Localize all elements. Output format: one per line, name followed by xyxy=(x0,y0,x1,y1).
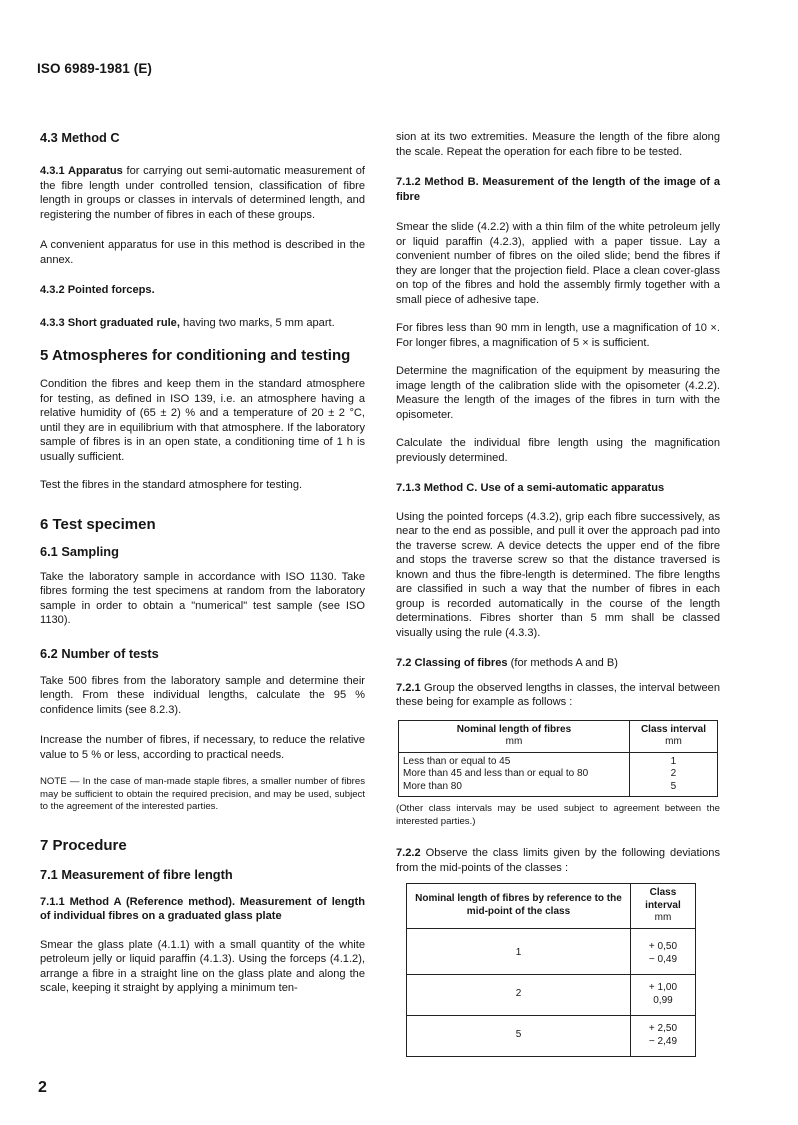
section-4-3-1-text: for carrying out semi-automatic measurement of the fibre length under controlled tension, classification of fibre length in groups or classes in intervals of determined length, and registering the number of fibres in each of these groups. xyxy=(40,165,365,221)
section-7-1-3-heading: 7.1.3 Method C. Use of a semi-automatic apparatus xyxy=(396,482,665,494)
table-row xyxy=(407,1015,696,1056)
table2-size-1: 2 xyxy=(407,974,631,1015)
table2-size-2: 5 xyxy=(407,1015,631,1056)
section-7-1-2-paragraph-2: For fibres less than 90 mm in length, use a magnification of 10 ×. For longer fibres, a magnification of 5 × is sufficient. xyxy=(396,322,720,349)
section-5-paragraph-1: Condition the fibres and keep them in the standard atmosphere for testing, as defined in ISO 139, i.e. an atmosphere having a relative humidity of (65 ± 2) % and a temperature of 20 ± 2 °C, until they are in equilibrium with that atmosphere. If the laboratory sample of fibres is in an open state, a conditioning time of 1 h is usually sufficient. xyxy=(40,378,365,463)
section-4-3-3-paragraph xyxy=(40,316,365,331)
table1-length-0: Less than or equal to 45 xyxy=(403,755,511,767)
section-7-2-2-head: 7.2.2 xyxy=(396,847,421,860)
table2-header-interval xyxy=(630,884,695,929)
table2-minus-2: − 2,49 xyxy=(648,1035,678,1047)
table1-header-length-unit: mm xyxy=(505,736,523,747)
class-limits-table xyxy=(406,883,696,1057)
table-row xyxy=(407,928,696,974)
annex-paragraph: A convenient apparatus for use in this method is described in the annex. xyxy=(40,239,365,266)
class-interval-table xyxy=(398,720,718,798)
section-7-heading: 7 Procedure xyxy=(40,836,127,854)
section-7-2-2-paragraph xyxy=(396,846,720,875)
section-7-2-suffix: (for methods A and B) xyxy=(507,657,618,669)
table1-interval-cell xyxy=(629,752,717,797)
left-column xyxy=(40,130,365,996)
section-7-2-head: 7.2 Classing of fibres xyxy=(396,657,508,669)
section-7-1-3-paragraph: Using the pointed forceps (4.3.2), grip each fibre successively, as near to the end as possible, and pull it over the approach pad into the traverse screw. A device detects the upper end of the fibre and stops the traverse screw so that the distance traversed is known and thus the fibre-length is determined. The fibre lengths are classified in such a way that the number of fibres in each group is recorded automatically in the course of the length determinations. Fibres shorter than 5 mm shall be classed visually using the rule (4.3.3). xyxy=(396,510,720,639)
table1-length-2: More than 80 xyxy=(403,780,462,792)
table1-length-cell xyxy=(399,752,630,797)
table1-interval-2: 5 xyxy=(670,780,677,792)
section-7-1-1-paragraph: Smear the glass plate (4.1.1) with a small quantity of the white petroleum jelly or liquid paraffin (4.1.3). Using the forceps (4.1.2), arrange a fibre in a straight line on the glass plate and along the scale, keeping it straight by applying a minimum ten- xyxy=(40,938,365,995)
table1-interval-0: 1 xyxy=(670,755,677,767)
document-header: ISO 6989-1981 (E) xyxy=(37,61,153,76)
table2-header-interval-label: Class interval xyxy=(645,887,681,911)
table2-deviation-2 xyxy=(630,1015,695,1056)
table1-header-interval xyxy=(629,720,717,752)
right-column xyxy=(396,130,720,1057)
table2-plus-1: + 1,00 xyxy=(648,982,678,994)
table2-deviation-1 xyxy=(630,974,695,1015)
section-6-1-heading: 6.1 Sampling xyxy=(40,543,119,559)
table2-size-0: 1 xyxy=(407,928,631,974)
table2-plus-2: + 2,50 xyxy=(648,1023,678,1035)
table2-deviation-0 xyxy=(630,928,695,974)
section-7-1-2-paragraph-3: Determine the magnification of the equipment by measuring the image length of the calibration slide with the opisometer (4.2.2). Measure the length of the images of the fibres in turn with the opisometer. xyxy=(396,365,720,421)
section-7-1-2-paragraph-1: Smear the slide (4.2.2) with a thin film of the white petroleum jelly or liquid paraffin (4.2.3), applied with a paper tissue. Lay a convenient number of fibres on the oiled slide; bend the fibres if they are longer that the projection field. Place a clean cover-glass on top of the fibres and hold the assembly firmly together with a small piece of adhesive tape. xyxy=(396,221,720,306)
section-7-2-heading xyxy=(396,656,720,671)
table1-header-length-label: Nominal length of fibres xyxy=(456,723,572,735)
section-4-3-1-head: 4.3.1 Apparatus xyxy=(40,165,123,177)
section-6-heading: 6 Test specimen xyxy=(40,515,156,533)
table2-minus-0: − 0,49 xyxy=(648,953,678,965)
continuation-paragraph: sion at its two extremities. Measure the length of the fibre along the scale. Repeat the operation for each fibre to be tested. xyxy=(396,131,720,158)
section-7-1-heading: 7.1 Measurement of fibre length xyxy=(40,866,233,882)
section-7-2-1-text: Group the observed lengths in classes, the interval between these being for example as follows : xyxy=(396,681,720,708)
section-7-1-2-paragraph-4: Calculate the individual fibre length using the magnification previously determined. xyxy=(396,437,720,464)
section-5-paragraph-2: Test the fibres in the standard atmosphere for testing. xyxy=(40,479,303,491)
section-5-heading: 5 Atmospheres for conditioning and testing xyxy=(40,347,351,364)
section-6-1-paragraph: Take the laboratory sample in accordance with ISO 1130. Take fibres forming the test specimens at random from the laboratory sample in order to obtain a "numerical" test sample (see ISO 1130). xyxy=(40,570,365,626)
section-7-2-1-head: 7.2.1 xyxy=(396,681,421,694)
table2-minus-1: 0,99 xyxy=(653,994,673,1006)
table2-plus-0: + 0,50 xyxy=(648,941,678,953)
section-4-3-1-paragraph xyxy=(40,164,365,222)
section-6-2-heading: 6.2 Number of tests xyxy=(40,645,159,661)
section-4-3-heading: 4.3 Method C xyxy=(40,130,120,145)
table1-header-length xyxy=(399,720,630,752)
table1-header-interval-label: Class interval xyxy=(640,723,706,735)
section-7-2-1-paragraph xyxy=(396,681,720,710)
section-7-2-2-text: Observe the class limits given by the following deviations from the mid-points of the classes : xyxy=(396,847,720,874)
table1-header-interval-unit: mm xyxy=(665,736,682,747)
section-4-3-3-text: having two marks, 5 mm apart. xyxy=(179,316,335,329)
section-7-1-2-heading: 7.1.2 Method B. Measurement of the length of the image of a fibre xyxy=(396,176,720,203)
table1-note: (Other class intervals may be used subject to agreement between the interested parties.) xyxy=(396,803,720,827)
table1-length-1: More than 45 and less than or equal to 80 xyxy=(403,768,589,779)
section-7-1-1-heading: 7.1.1 Method A (Reference method). Measurement of length of individual fibres on a graduated glass plate xyxy=(40,895,365,923)
table1-interval-1: 2 xyxy=(670,768,677,779)
section-6-2-paragraph-1: Take 500 fibres from the laboratory sample and determine their length. From these individual lengths, calculate the 95 % confidence limits (see 8.2.3). xyxy=(40,674,365,716)
section-4-3-3-head: 4.3.3 Short graduated rule, xyxy=(40,316,180,329)
table2-header-interval-unit: mm xyxy=(654,912,672,924)
table2-header-length: Nominal length of fibres by reference to the mid-point of the class xyxy=(407,884,631,929)
section-4-3-2-paragraph: 4.3.2 Pointed forceps. xyxy=(40,284,155,296)
table-row xyxy=(399,752,718,797)
section-6-2-paragraph-2: Increase the number of fibres, if necessary, to reduce the relative value to 5 % or less, according to practical needs. xyxy=(40,734,365,761)
section-6-2-note: NOTE — In the case of man-made staple fibres, a smaller number of fibres may be sufficient to obtain the required precision, and may be used, subject to the agreement of the interested parties. xyxy=(40,776,365,813)
page-number: 2 xyxy=(38,1079,47,1096)
table-row xyxy=(407,974,696,1015)
